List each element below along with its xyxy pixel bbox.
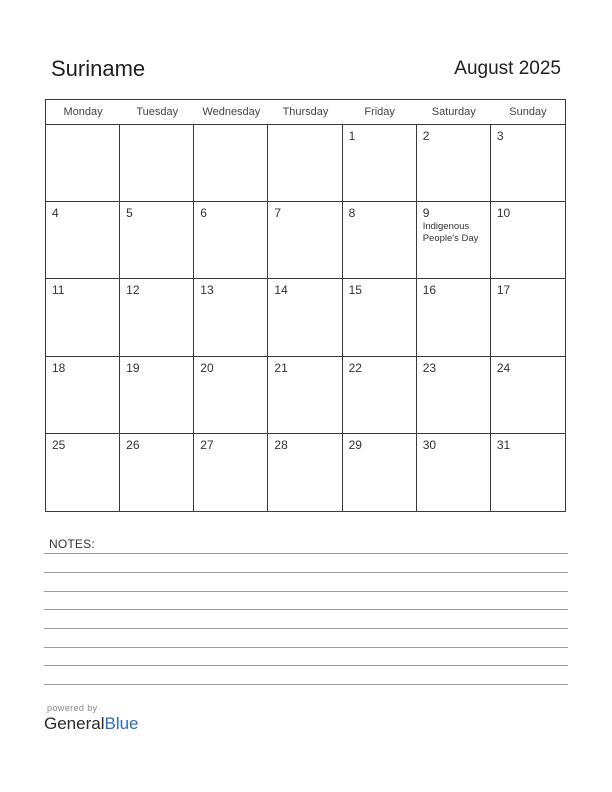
day-number: 14 — [274, 283, 288, 298]
notes-line — [44, 609, 568, 610]
day-cell — [194, 202, 268, 279]
day-cell — [120, 125, 194, 202]
weekday-sunday: Sunday — [509, 106, 547, 118]
powered-by-text: powered by — [47, 703, 98, 713]
day-cell — [343, 202, 417, 279]
day-number: 11 — [52, 283, 65, 298]
country-title: Suriname — [51, 56, 146, 81]
day-cell — [120, 434, 194, 511]
day-number: 21 — [274, 360, 288, 375]
day-number: 30 — [422, 437, 437, 452]
notes-line — [44, 591, 568, 592]
day-number: 3 — [496, 129, 504, 143]
brand-logo — [44, 714, 139, 734]
day-cell — [120, 202, 194, 279]
weekday-wednesday: Wednesday — [202, 106, 261, 118]
day-cell — [417, 279, 491, 356]
day-number: 7 — [274, 206, 282, 221]
day-cell — [120, 357, 194, 434]
day-number: 23 — [422, 360, 437, 375]
day-number: 10 — [496, 206, 511, 221]
day-number: 24 — [496, 360, 511, 375]
brand-name-part1: General — [44, 714, 105, 733]
day-cell — [343, 279, 417, 356]
day-number: 15 — [348, 283, 362, 298]
day-cell — [491, 357, 565, 434]
day-number: 2 — [422, 129, 430, 143]
day-number: 28 — [274, 437, 288, 452]
day-cell — [194, 125, 268, 202]
day-cell — [491, 202, 565, 279]
day-number: 13 — [200, 283, 214, 298]
day-cell — [46, 125, 120, 202]
weekday-thursday: Thursday — [282, 106, 329, 118]
day-number: 20 — [200, 360, 214, 375]
day-number: 17 — [496, 283, 511, 298]
day-number: 4 — [52, 206, 59, 221]
day-number: 31 — [496, 437, 511, 452]
notes-line — [44, 665, 568, 666]
day-number: 6 — [200, 206, 207, 221]
day-cell — [194, 279, 268, 356]
notes-line — [44, 647, 568, 648]
day-number: 8 — [348, 206, 356, 221]
day-cell — [194, 357, 268, 434]
day-number: 29 — [348, 437, 362, 452]
notes-line — [44, 628, 568, 629]
notes-line — [44, 553, 568, 554]
day-cell — [46, 434, 120, 511]
day-cell — [268, 434, 342, 511]
day-cell — [491, 434, 565, 511]
day-cell — [268, 125, 342, 202]
weekday-monday: Monday — [63, 106, 103, 118]
day-cell — [268, 279, 342, 356]
day-number: 19 — [126, 360, 140, 375]
day-number: 12 — [126, 283, 140, 298]
calendar-grid — [45, 99, 566, 512]
day-cell — [343, 357, 417, 434]
day-cell — [268, 357, 342, 434]
holiday-label: Indigenous People's Day — [422, 221, 479, 245]
day-cell — [120, 279, 194, 356]
notes-line — [44, 572, 568, 573]
day-cell — [417, 357, 491, 434]
day-cell — [194, 434, 268, 511]
day-number: 18 — [52, 360, 66, 375]
day-cell — [417, 434, 491, 511]
month-year-title: August 2025 — [454, 58, 561, 79]
day-cell — [46, 357, 120, 434]
day-cell — [343, 434, 417, 511]
day-cell — [46, 202, 120, 279]
day-number: 1 — [348, 129, 356, 143]
day-number: 22 — [348, 360, 362, 375]
day-cell — [417, 125, 491, 202]
calendar-weeks — [46, 125, 565, 511]
brand-name-part2: Blue — [104, 714, 139, 733]
weekday-saturday: Saturday — [431, 106, 476, 118]
weekday-header-row — [46, 100, 565, 125]
notes-line — [44, 684, 568, 685]
footer-branding — [44, 703, 139, 734]
notes-label: NOTES: — [49, 537, 95, 551]
day-cell — [268, 202, 342, 279]
weekday-tuesday: Tuesday — [136, 106, 179, 118]
day-number: 25 — [52, 437, 66, 452]
day-number: 9 — [422, 206, 430, 221]
day-number: 5 — [126, 206, 133, 221]
day-number: 16 — [422, 283, 437, 298]
day-cell — [491, 279, 565, 356]
day-cell — [46, 279, 120, 356]
day-cell — [491, 125, 565, 202]
weekday-friday: Friday — [364, 106, 395, 118]
day-number: 26 — [126, 437, 140, 452]
day-cell — [417, 202, 491, 279]
day-cell — [343, 125, 417, 202]
day-number: 27 — [200, 437, 214, 452]
